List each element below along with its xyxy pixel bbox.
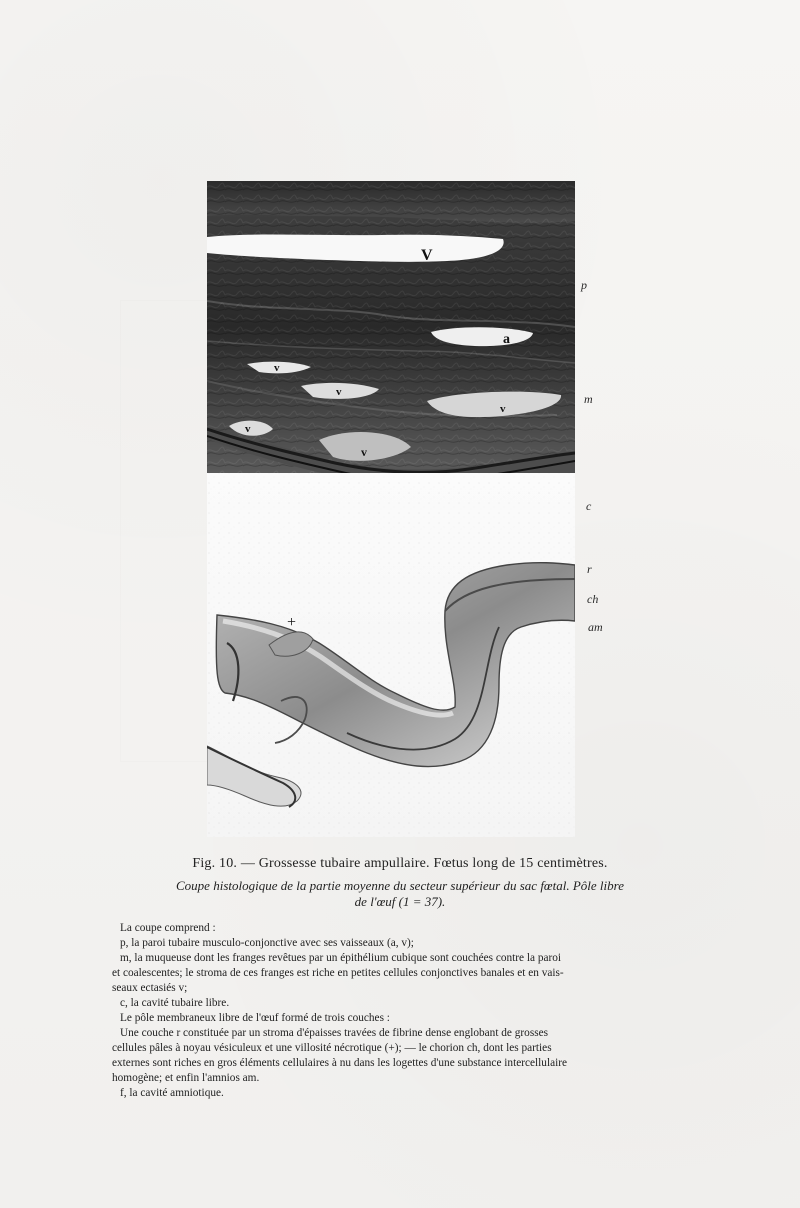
label-v-small-5: v (361, 445, 367, 459)
label-ch: ch (587, 592, 599, 606)
text-line-11: homogène; et enfin l'amnios am. (112, 1072, 260, 1085)
label-a-vessel: a (503, 332, 510, 347)
text-line-2: p, la paroi tubaire musculo-conjonctive avec ses vaisseaux (a, v); (120, 937, 414, 950)
label-v-small-3: v (500, 403, 506, 415)
text-line-7: Le pôle membraneux libre de l'œuf formé de trois couches : (120, 1012, 390, 1025)
figure-subtitle-line-2: de l'œuf (1 = 37). (354, 894, 446, 910)
label-v-main: V (421, 247, 433, 264)
text-line-5: seaux ectasiés v; (112, 982, 188, 995)
body-text (112, 921, 698, 1101)
figure-subtitle (140, 878, 660, 911)
label-c: c (586, 499, 592, 513)
label-am: am (588, 620, 603, 634)
text-line-9: cellules pâles à noyau vésiculeux et une villosité nécrotique (+); — le chorion ch, dont les parties (112, 1042, 552, 1055)
histology-image (207, 181, 575, 837)
figure-caption (140, 856, 660, 911)
label-r: r (587, 562, 592, 576)
label-v-small-4: v (245, 423, 251, 435)
figure-subtitle-line-1: Coupe histologique de la partie moyenne du secteur supérieur du sac fœtal. Pôle libre (176, 878, 624, 893)
label-p: p (581, 278, 587, 292)
text-line-6: c, la cavité tubaire libre. (120, 997, 230, 1010)
label-v-small-2: v (336, 386, 342, 398)
text-line-8: Une couche r constituée par un stroma d'épaisses travées de fibrine dense englobant de grosses (120, 1027, 549, 1040)
label-v-small-1: v (274, 362, 280, 374)
label-m: m (584, 392, 593, 406)
figure-title: Fig. 10. — Grossesse tubaire ampullaire. Fœtus long de 15 centimètres. (192, 856, 608, 871)
text-line-12: f, la cavité amniotique. (120, 1087, 224, 1100)
label-plus: + (287, 614, 297, 631)
text-line-10: externes sont riches en gros éléments cellulaires à nu dans les logettes d'une substance intercellulaire (112, 1057, 568, 1070)
text-line-1: La coupe comprend : (120, 922, 216, 934)
text-line-4: et coalescentes; le stroma de ces franges est riche en petites cellules conjonctives banales et en vais- (112, 967, 564, 980)
text-line-3: m, la muqueuse dont les franges revêtues par un épithélium cubique sont couchées contre la paroi (120, 952, 562, 965)
histology-plate (207, 181, 575, 837)
